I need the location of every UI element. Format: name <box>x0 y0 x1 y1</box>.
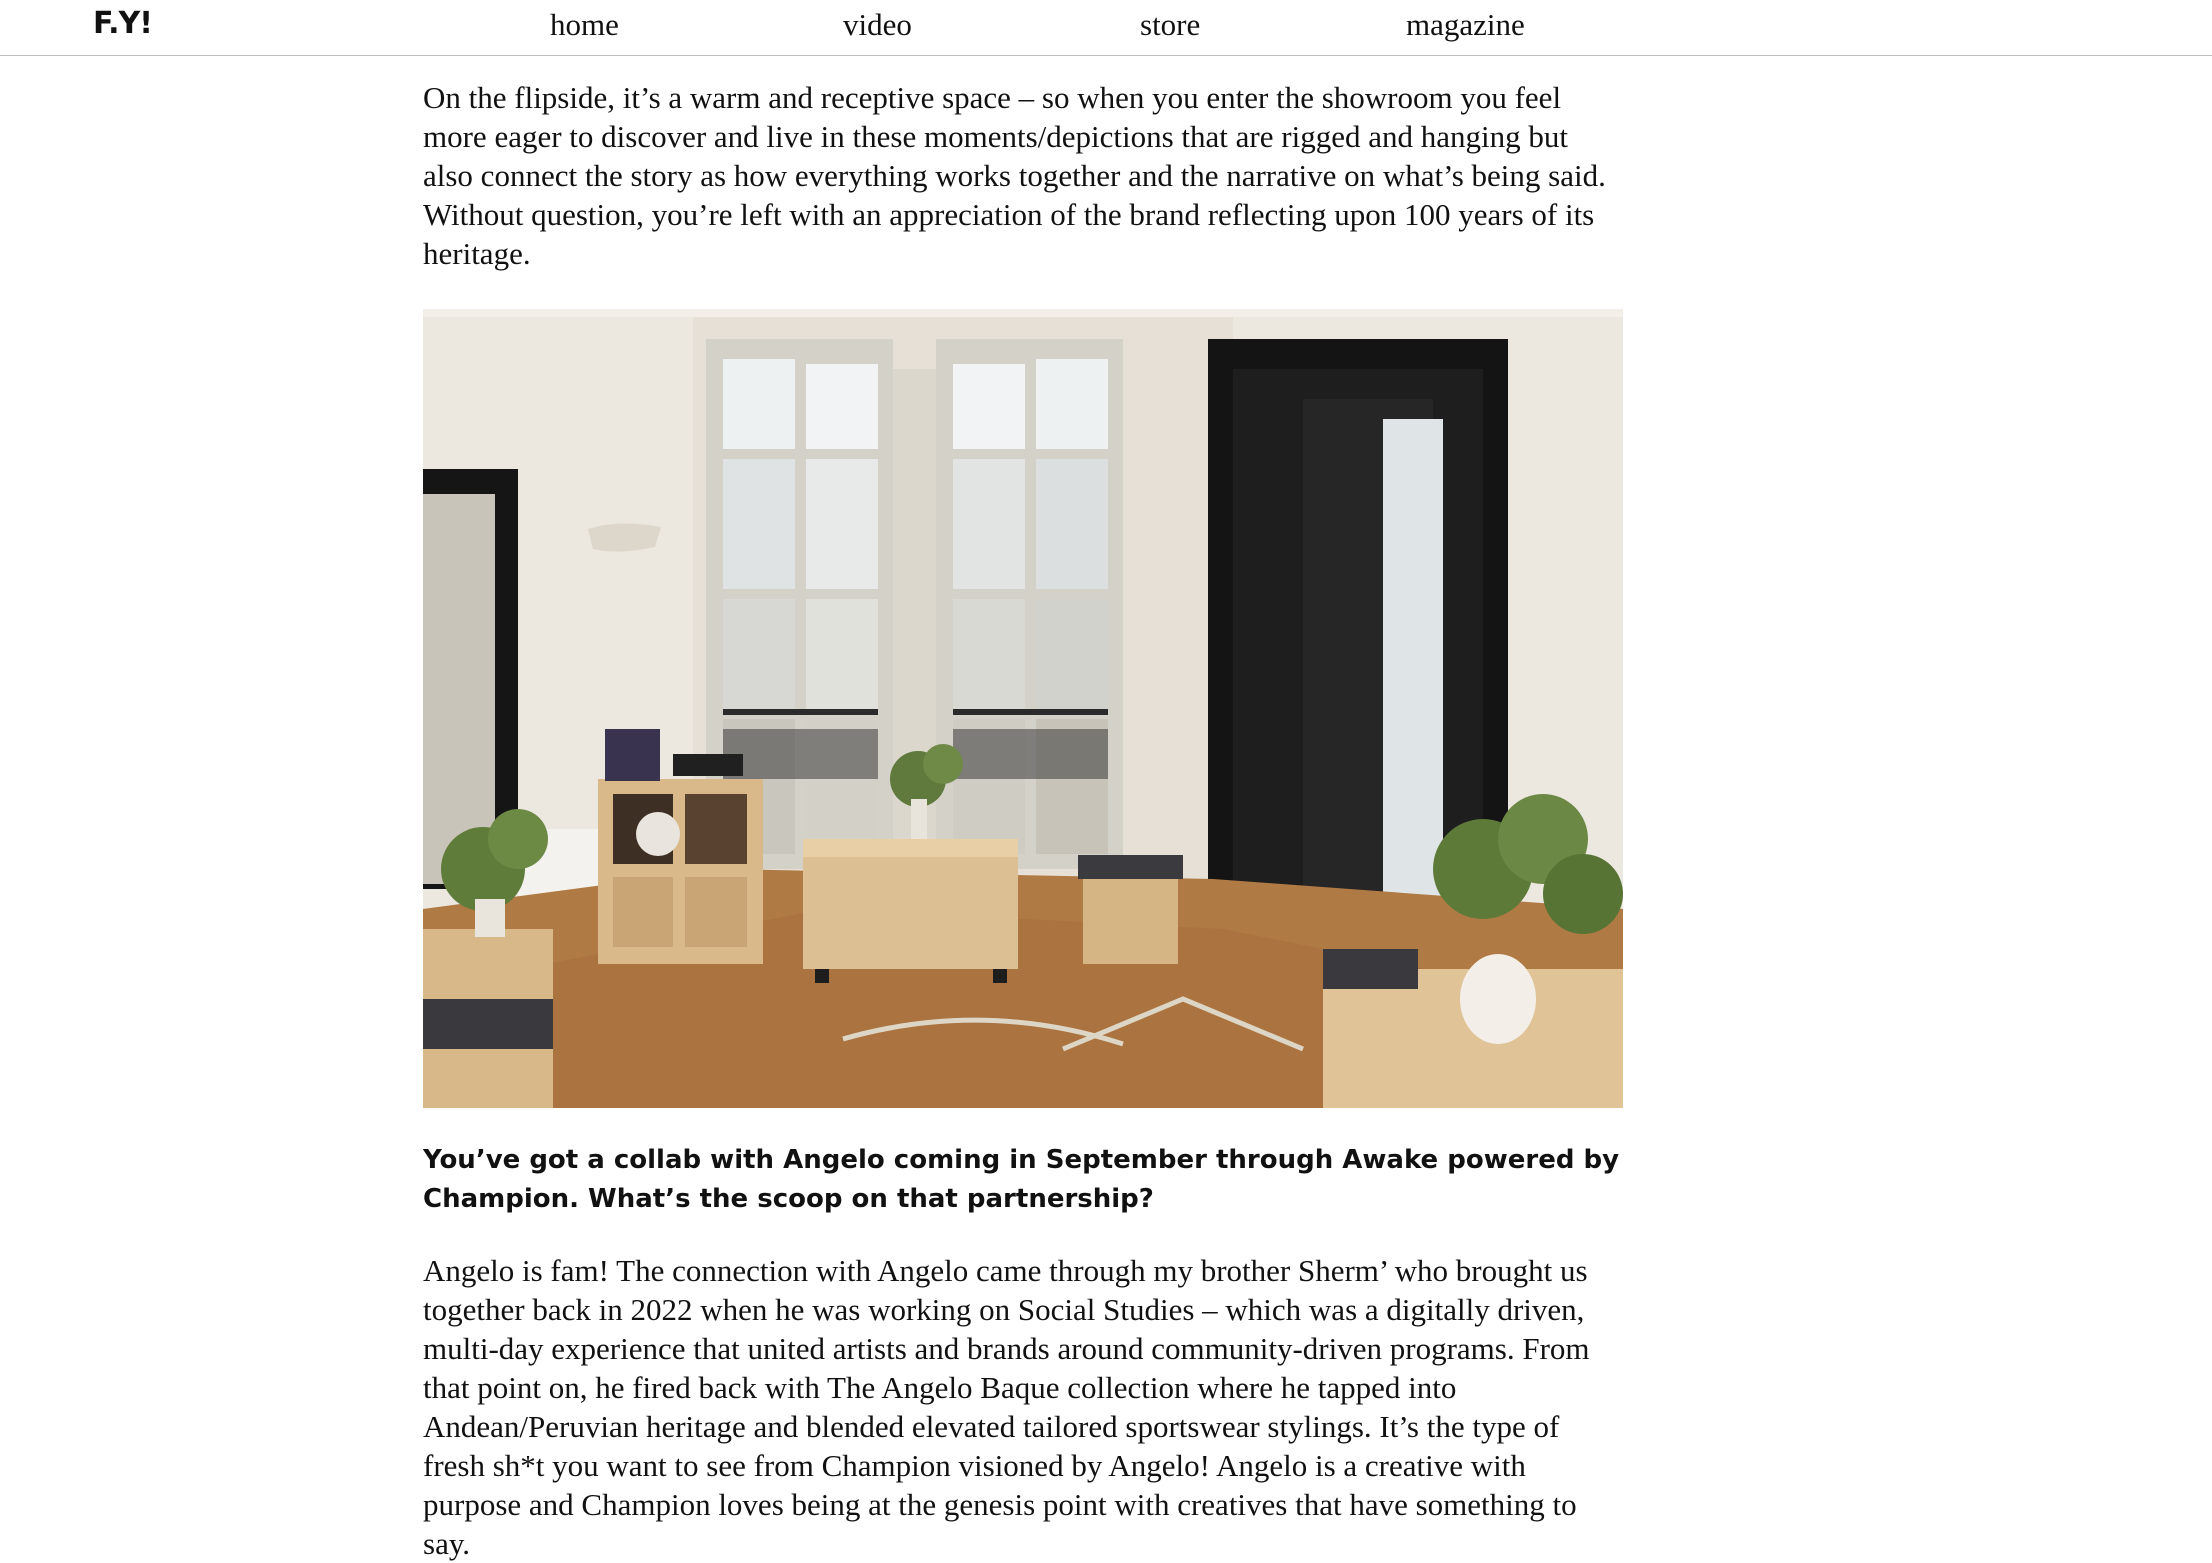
showroom-photo <box>423 309 1623 1108</box>
site-logo[interactable]: F.Y! <box>93 6 152 41</box>
interview-question: You’ve got a collab with Angelo coming in September through Awake powered by Champion. What’s the scoop on that partnership? <box>423 1145 1620 1214</box>
nav-link-home[interactable]: home <box>550 7 619 42</box>
nav-link-video[interactable]: video <box>843 7 912 42</box>
nav-link-magazine[interactable]: magazine <box>1406 7 1525 42</box>
article-paragraph: On the flipside, it’s a warm and receptive space – so when you enter the showroom you feel more eager to discover and live in these moments/depictions that are rigged and hanging but also connect the story as how everything works together and the narrative on what’s being said. Without question, you’re left with an appreciation of the brand reflecting upon 100 years of its heritage. <box>423 80 1606 271</box>
top-navigation-bar <box>0 0 2212 56</box>
article-paragraph: Angelo is fam! The connection with Angelo came through my brother Sherm’ who brought us together back in 2022 when he was working on Social Studies – which was a digitally driven, multi-day experience that united artists and brands around community-driven programs. From that point on, he fired back with The Angelo Baque collection where he tapped into Andean/Peruvian heritage and blended elevated tailored sportswear stylings. It’s the type of fresh sh*t you want to see from Champion visioned by Angelo! Angelo is a creative with purpose and Champion loves being at the genesis point with creatives that have something to say. <box>423 1253 1590 1561</box>
nav-link-store[interactable]: store <box>1140 7 1201 42</box>
